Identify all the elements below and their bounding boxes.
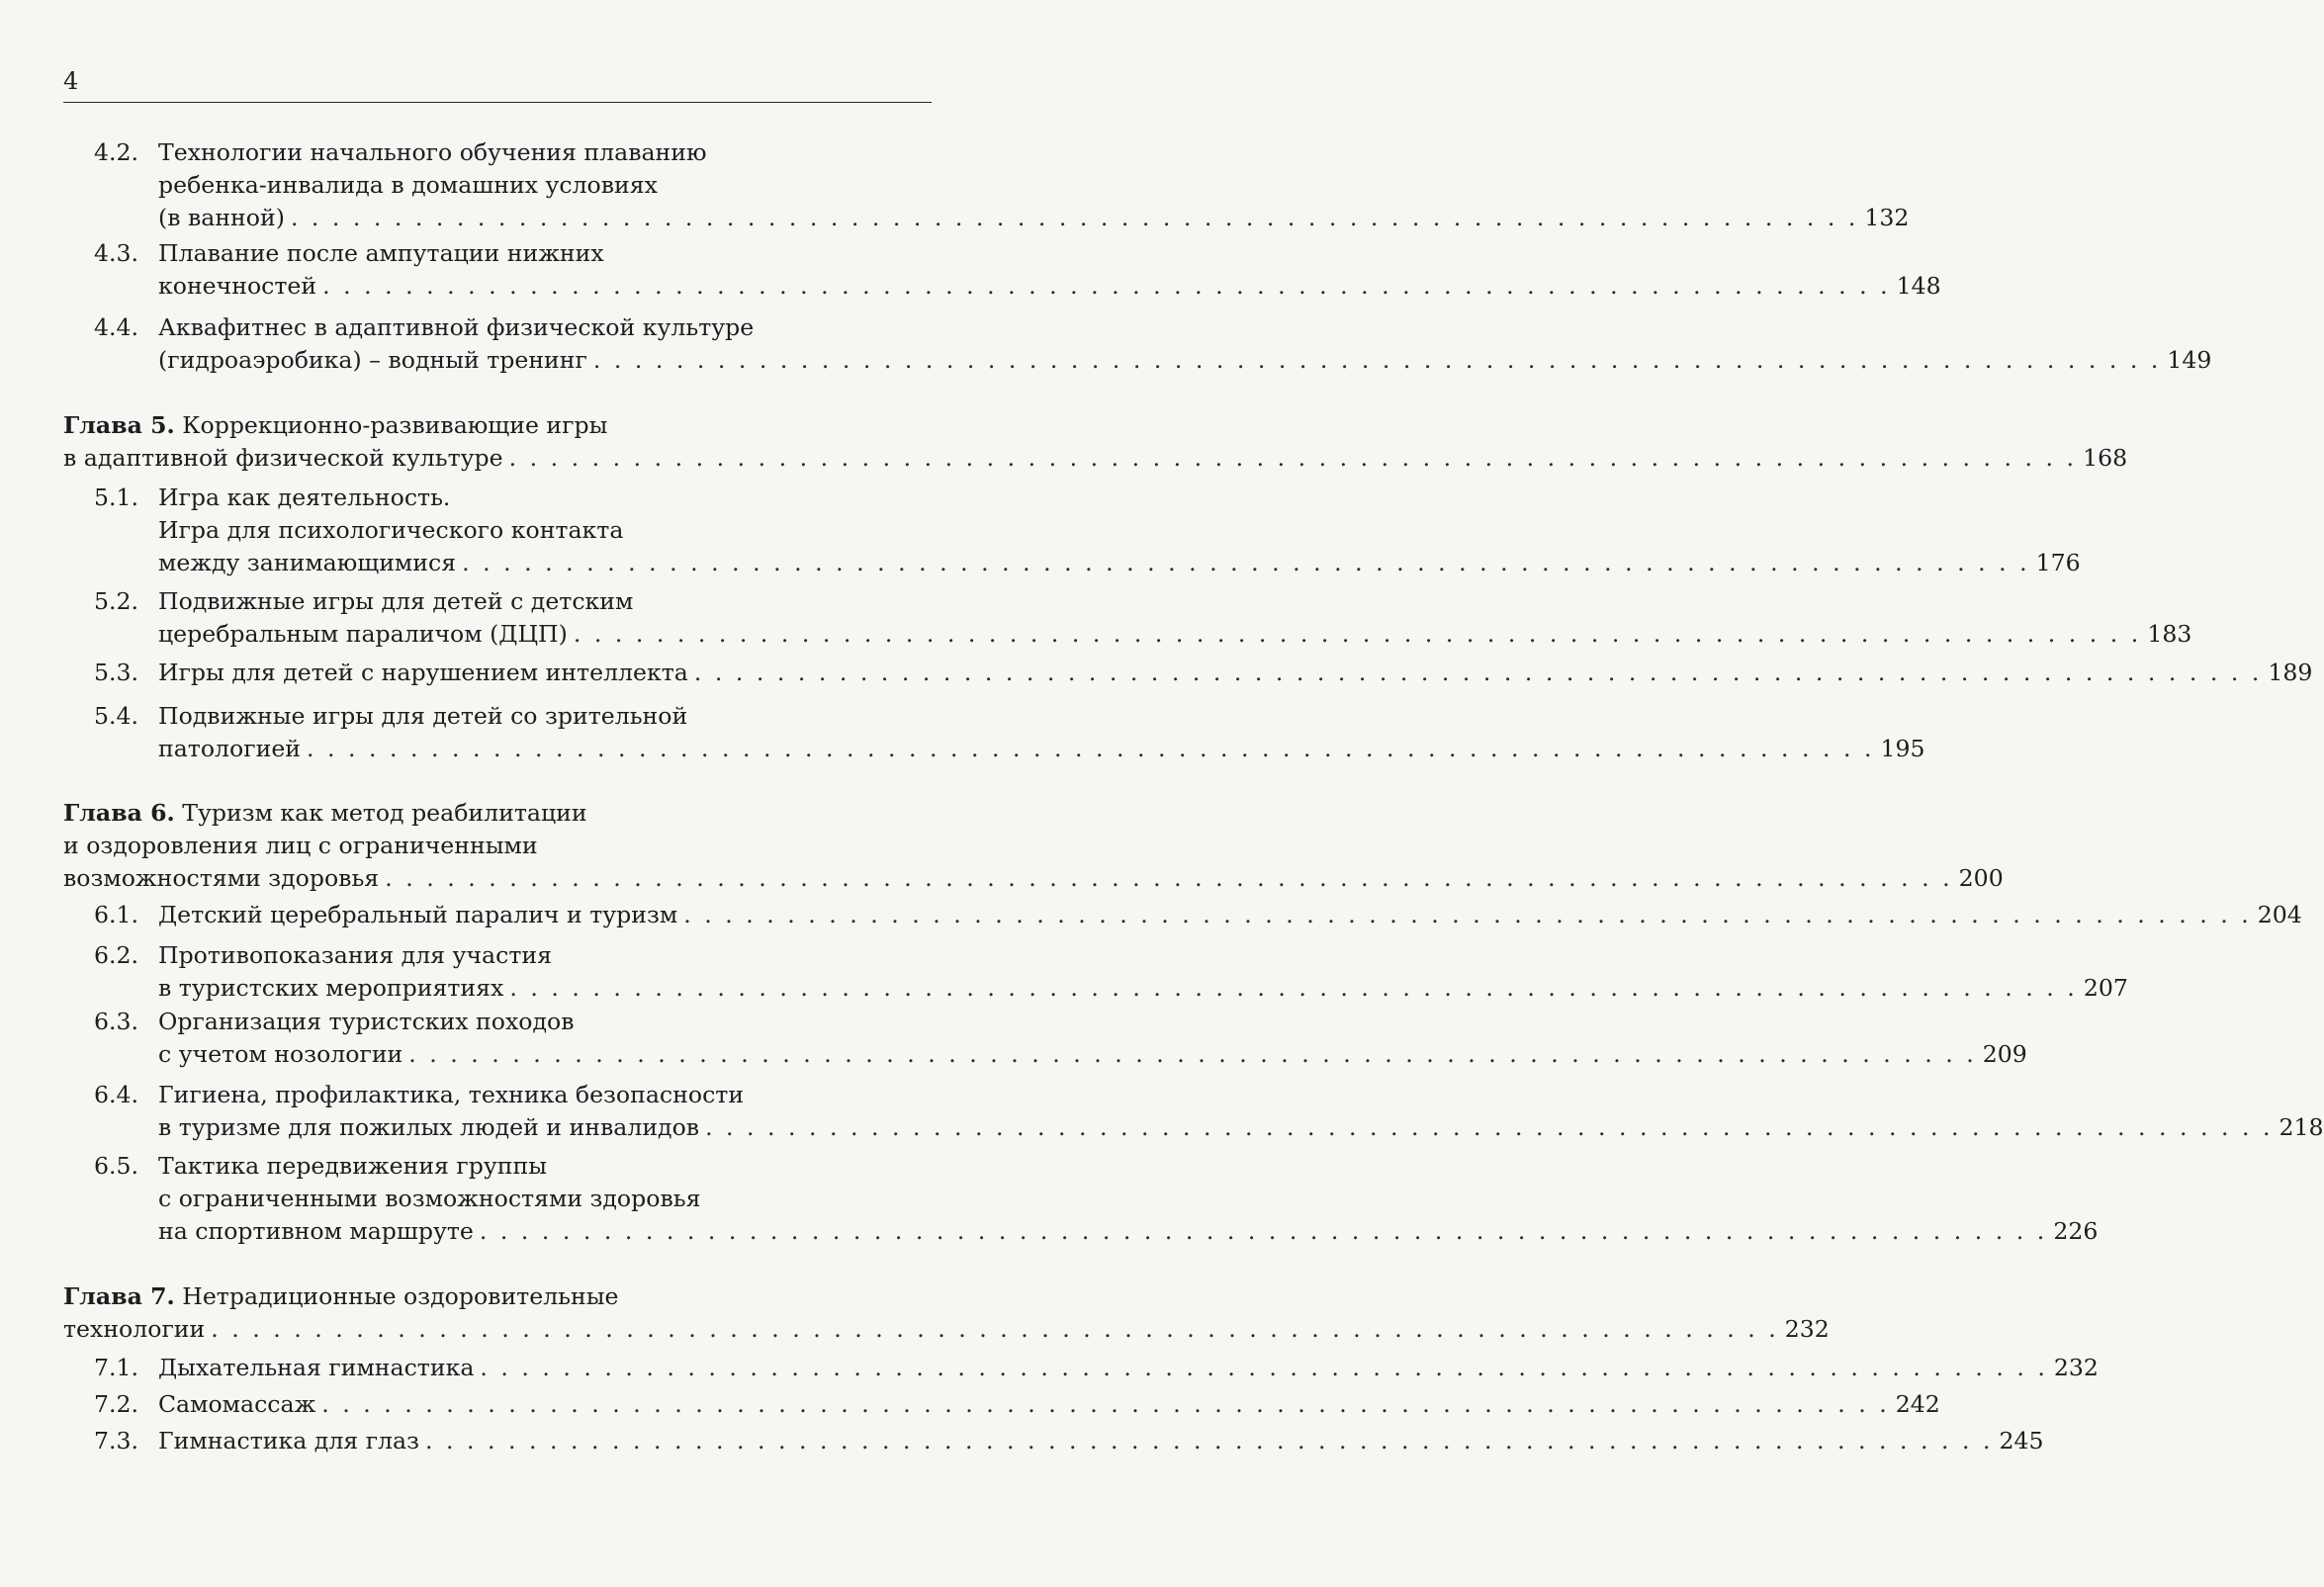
toc-line xyxy=(0,482,1006,514)
page-reference: 176 xyxy=(2035,549,2081,576)
toc-section-entry xyxy=(0,1079,2324,1144)
toc-line xyxy=(0,657,2313,689)
chapter-title: Туризм как метод реабилитации xyxy=(174,799,587,827)
toc-chapter-entry xyxy=(0,409,2128,475)
toc-line xyxy=(0,202,1910,234)
page-reference: 207 xyxy=(2083,974,2128,1002)
dot-leader: . . . . . . . . . . . . . . . . . . . . . . . . . . . . . . . . . . . . . . . . . . . . . . . . . . . . . . . . . . . . . . . . . . . . . . . . . . . . xyxy=(424,1427,1994,1455)
section-number: 7.3. xyxy=(94,1427,139,1455)
toc-line xyxy=(0,830,1006,862)
toc-line xyxy=(0,1388,1940,1421)
entry-title-line: церебральным параличом (ДЦП) xyxy=(158,620,568,648)
dot-leader: . . . . . . . . . . . . . . . . . . . . . . . . . . . . . . . . . . . . . . . . . . . . . . . . . . . . . . . . . . . . . . . . . . . . . . . . . . . . xyxy=(307,735,1875,762)
toc-section-entry xyxy=(0,311,2212,377)
toc-line xyxy=(0,899,2302,931)
toc-line xyxy=(0,700,1006,733)
dot-leader: . . . . . . . . . . . . . . . . . . . . . . . . . . . . . . . . . . . . . . . . . . . . . . . . . . . . . . . . . . . . . . . . . . . . . . . . . . . . xyxy=(480,1354,2048,1381)
toc-line xyxy=(0,169,1006,202)
toc-line xyxy=(0,972,2128,1005)
toc-line xyxy=(0,1006,1006,1038)
section-number: 4.3. xyxy=(94,239,139,267)
toc-line xyxy=(0,1111,2324,1144)
page-reference: 218 xyxy=(2279,1113,2324,1141)
page-reference: 209 xyxy=(1982,1040,2027,1068)
toc-section-entry xyxy=(0,482,2081,579)
section-number: 6.1. xyxy=(94,901,139,928)
toc-line xyxy=(0,442,2128,475)
entry-title-line: возможностями здоровья xyxy=(63,864,380,892)
toc-chapter-entry xyxy=(0,797,2004,895)
section-number: 7.2. xyxy=(94,1390,139,1418)
section-number: 5.1. xyxy=(94,484,139,511)
dot-leader: . . . . . . . . . . . . . . . . . . . . . . . . . . . . . . . . . . . . . . . . . . . . . . . . . . . . . . . . . . . . . . . . . . . . . . . . . . . . xyxy=(462,549,2030,576)
page-reference: 183 xyxy=(2147,620,2192,648)
dot-leader: . . . . . . . . . . . . . . . . . . . . . . . . . . . . . . . . . . . . . . . . . . . . . . . . . . . . . . . . . . . . . . . . . . . . . . . . . . . . xyxy=(705,1113,2274,1141)
entry-title-line: в туристских мероприятиях xyxy=(158,974,504,1002)
page-reference: 149 xyxy=(2167,346,2212,374)
entry-title-line: Самомассаж xyxy=(158,1390,316,1418)
entry-title-line: Подвижные игры для детей с детским xyxy=(158,587,634,615)
dot-leader: . . . . . . . . . . . . . . . . . . . . . . . . . . . . . . . . . . . . . . . . . . . . . . . . . . . . . . . . . . . . . . . . . . . . . . . . . . . . xyxy=(509,974,2078,1002)
dot-leader: . . . . . . . . . . . . . . . . . . . . . . . . . . . . . . . . . . . . . . . . . . . . . . . . . . . . . . . . . . . . . . . . . . . . . . . . . . . . xyxy=(479,1217,2048,1245)
entry-title-line: Технологии начального обучения плаванию xyxy=(158,138,707,166)
page-reference: 200 xyxy=(1958,864,2004,892)
toc-line xyxy=(0,1038,2027,1071)
page-reference: 168 xyxy=(2083,444,2128,472)
toc-section-entry xyxy=(0,939,2128,1005)
entry-title-line: Организация туристских походов xyxy=(158,1008,575,1035)
chapter-label: Глава 5. xyxy=(63,411,175,439)
toc-line xyxy=(0,1215,2099,1248)
toc-line xyxy=(0,1280,1006,1313)
toc-line xyxy=(0,136,1006,169)
entry-title-line: Подвижные игры для детей со зрительной xyxy=(158,702,688,730)
dot-leader: . . . . . . . . . . . . . . . . . . . . . . . . . . . . . . . . . . . . . . . . . . . . . . . . . . . . . . . . . . . . . . . . . . . . . . . . . . . . xyxy=(385,864,1953,892)
entry-title-line: Тактика передвижения группы xyxy=(158,1152,548,1180)
toc-line xyxy=(0,618,2192,651)
toc-section-entry xyxy=(0,1150,2099,1248)
chapter-title: Нетрадиционные оздоровительные xyxy=(174,1282,619,1310)
dot-leader: . . . . . . . . . . . . . . . . . . . . . . . . . . . . . . . . . . . . . . . . . . . . . . . . . . . . . . . . . . . . . . . . . . . . . . . . . . . . xyxy=(683,901,2252,928)
section-number: 5.4. xyxy=(94,702,139,730)
page-reference: 242 xyxy=(1895,1390,1940,1418)
toc-line xyxy=(0,1150,1006,1183)
page-reference: 204 xyxy=(2257,901,2302,928)
toc-line xyxy=(0,514,1006,547)
dot-leader: . . . . . . . . . . . . . . . . . . . . . . . . . . . . . . . . . . . . . . . . . . . . . . . . . . . . . . . . . . . . . . . . . . . . . . . . . . . . xyxy=(290,204,1859,231)
section-number: 6.2. xyxy=(94,941,139,969)
dot-leader: . . . . . . . . . . . . . . . . . . . . . . . . . . . . . . . . . . . . . . . . . . . . . . . . . . . . . . . . . . . . . . . . . . . . . . . . . . . . xyxy=(592,346,2162,374)
section-number: 5.2. xyxy=(94,587,139,615)
entry-title-line: между занимающимися xyxy=(158,549,457,576)
toc-line xyxy=(0,733,1925,765)
section-number: 4.2. xyxy=(94,138,139,166)
dot-leader: . . . . . . . . . . . . . . . . . . . . . . . . . . . . . . . . . . . . . . . . . . . . . . . . . . . . . . . . . . . . . . . . . . . . . . . . . . . . xyxy=(211,1315,1779,1343)
toc-line xyxy=(0,311,1006,344)
section-number: 6.4. xyxy=(94,1081,139,1108)
toc-section-entry xyxy=(0,1388,1940,1421)
page-reference: 195 xyxy=(1880,735,1925,762)
toc-line xyxy=(0,1313,1830,1346)
toc-line xyxy=(0,1183,1006,1215)
entry-title-line xyxy=(63,409,607,442)
toc-line xyxy=(0,797,1006,830)
dot-leader: . . . . . . . . . . . . . . . . . . . . . . . . . . . . . . . . . . . . . . . . . . . . . . . . . . . . . . . . . . . . . . . . . . . . . . . . . . . . xyxy=(573,620,2142,648)
entry-title-line: в туризме для пожилых людей и инвалидов xyxy=(158,1113,700,1141)
section-number: 5.3. xyxy=(94,659,139,686)
page-reference: 148 xyxy=(1896,272,1941,300)
toc-line xyxy=(0,547,2081,579)
entry-title-line xyxy=(63,797,587,830)
entry-title-line: Гимнастика для глаз xyxy=(158,1427,419,1455)
chapter-label: Глава 6. xyxy=(63,799,175,827)
entry-title-line: Плавание после ампутации нижних xyxy=(158,239,604,267)
toc-section-entry xyxy=(0,700,1925,765)
toc-section-entry xyxy=(0,585,2192,651)
entry-title-line: Игра для психологического контакта xyxy=(158,516,624,544)
toc-section-entry xyxy=(0,237,1941,303)
entry-title-line: с учетом нозологии xyxy=(158,1040,403,1068)
header-rule xyxy=(63,102,932,103)
toc-line xyxy=(0,1352,2099,1384)
page-reference: 232 xyxy=(2053,1354,2099,1381)
page-number: 4 xyxy=(63,67,79,95)
toc-line xyxy=(0,237,1006,270)
toc-line xyxy=(0,862,2004,895)
entry-title-line: Игра как деятельность. xyxy=(158,484,451,511)
toc-line xyxy=(0,1079,1006,1111)
dot-leader: . . . . . . . . . . . . . . . . . . . . . . . . . . . . . . . . . . . . . . . . . . . . . . . . . . . . . . . . . . . . . . . . . . . . . . . . . . . . xyxy=(693,659,2263,686)
entry-title-line: Аквафитнес в адаптивной физической культуре xyxy=(158,313,755,341)
toc-section-entry xyxy=(0,1352,2099,1384)
entry-title-line: с ограниченными возможностями здоровья xyxy=(158,1185,701,1212)
page-reference: 232 xyxy=(1784,1315,1830,1343)
entry-title-line: в адаптивной физической культуре xyxy=(63,444,503,472)
toc-line xyxy=(0,270,1941,303)
toc-line xyxy=(0,344,2212,377)
dot-leader: . . . . . . . . . . . . . . . . . . . . . . . . . . . . . . . . . . . . . . . . . . . . . . . . . . . . . . . . . . . . . . . . . . . . . . . . . . . . xyxy=(408,1040,1977,1068)
page-reference: 226 xyxy=(2053,1217,2099,1245)
toc-section-entry xyxy=(0,136,1910,234)
page-reference: 132 xyxy=(1864,204,1910,231)
section-number: 6.5. xyxy=(94,1152,139,1180)
toc-section-entry xyxy=(0,657,2313,689)
entry-title-line: Противопоказания для участия xyxy=(158,941,552,969)
toc-section-entry xyxy=(0,1006,2027,1071)
dot-leader: . . . . . . . . . . . . . . . . . . . . . . . . . . . . . . . . . . . . . . . . . . . . . . . . . . . . . . . . . . . . . . . . . . . . . . . . . . . . xyxy=(322,272,1891,300)
entry-title-line: Дыхательная гимнастика xyxy=(158,1354,475,1381)
toc-section-entry xyxy=(0,1425,2044,1457)
entry-title-line: конечностей xyxy=(158,272,317,300)
page-reference: 245 xyxy=(1999,1427,2044,1455)
entry-title-line: ребенка-инвалида в домашних условиях xyxy=(158,171,658,199)
entry-title-line: Гигиена, профилактика, техника безопасности xyxy=(158,1081,745,1108)
entry-title-line xyxy=(63,1280,619,1313)
entry-title-line: и оздоровления лиц с ограниченными xyxy=(63,832,538,859)
dot-leader: . . . . . . . . . . . . . . . . . . . . . . . . . . . . . . . . . . . . . . . . . . . . . . . . . . . . . . . . . . . . . . . . . . . . . . . . . . . . xyxy=(321,1390,1890,1418)
entry-title-line: (гидроаэробика) – водный тренинг xyxy=(158,346,587,374)
section-number: 4.4. xyxy=(94,313,139,341)
section-number: 7.1. xyxy=(94,1354,139,1381)
entry-title-line: (в ванной) xyxy=(158,204,285,231)
toc-line xyxy=(0,1425,2044,1457)
section-number: 6.3. xyxy=(94,1008,139,1035)
toc-section-entry xyxy=(0,899,2302,931)
toc-line xyxy=(0,409,1006,442)
toc-line xyxy=(0,939,1006,972)
entry-title-line: технологии xyxy=(63,1315,206,1343)
chapter-title: Коррекционно-развивающие игры xyxy=(174,411,608,439)
toc-chapter-entry xyxy=(0,1280,1830,1346)
entry-title-line: на спортивном маршруте xyxy=(158,1217,474,1245)
entry-title-line: Детский церебральный паралич и туризм xyxy=(158,901,678,928)
entry-title-line: патологией xyxy=(158,735,302,762)
toc-line xyxy=(0,585,1006,618)
entry-title-line: Игры для детей с нарушением интеллекта xyxy=(158,659,688,686)
chapter-label: Глава 7. xyxy=(63,1282,175,1310)
page-reference: 189 xyxy=(2268,659,2313,686)
dot-leader: . . . . . . . . . . . . . . . . . . . . . . . . . . . . . . . . . . . . . . . . . . . . . . . . . . . . . . . . . . . . . . . . . . . . . . . . . . . . xyxy=(508,444,2078,472)
